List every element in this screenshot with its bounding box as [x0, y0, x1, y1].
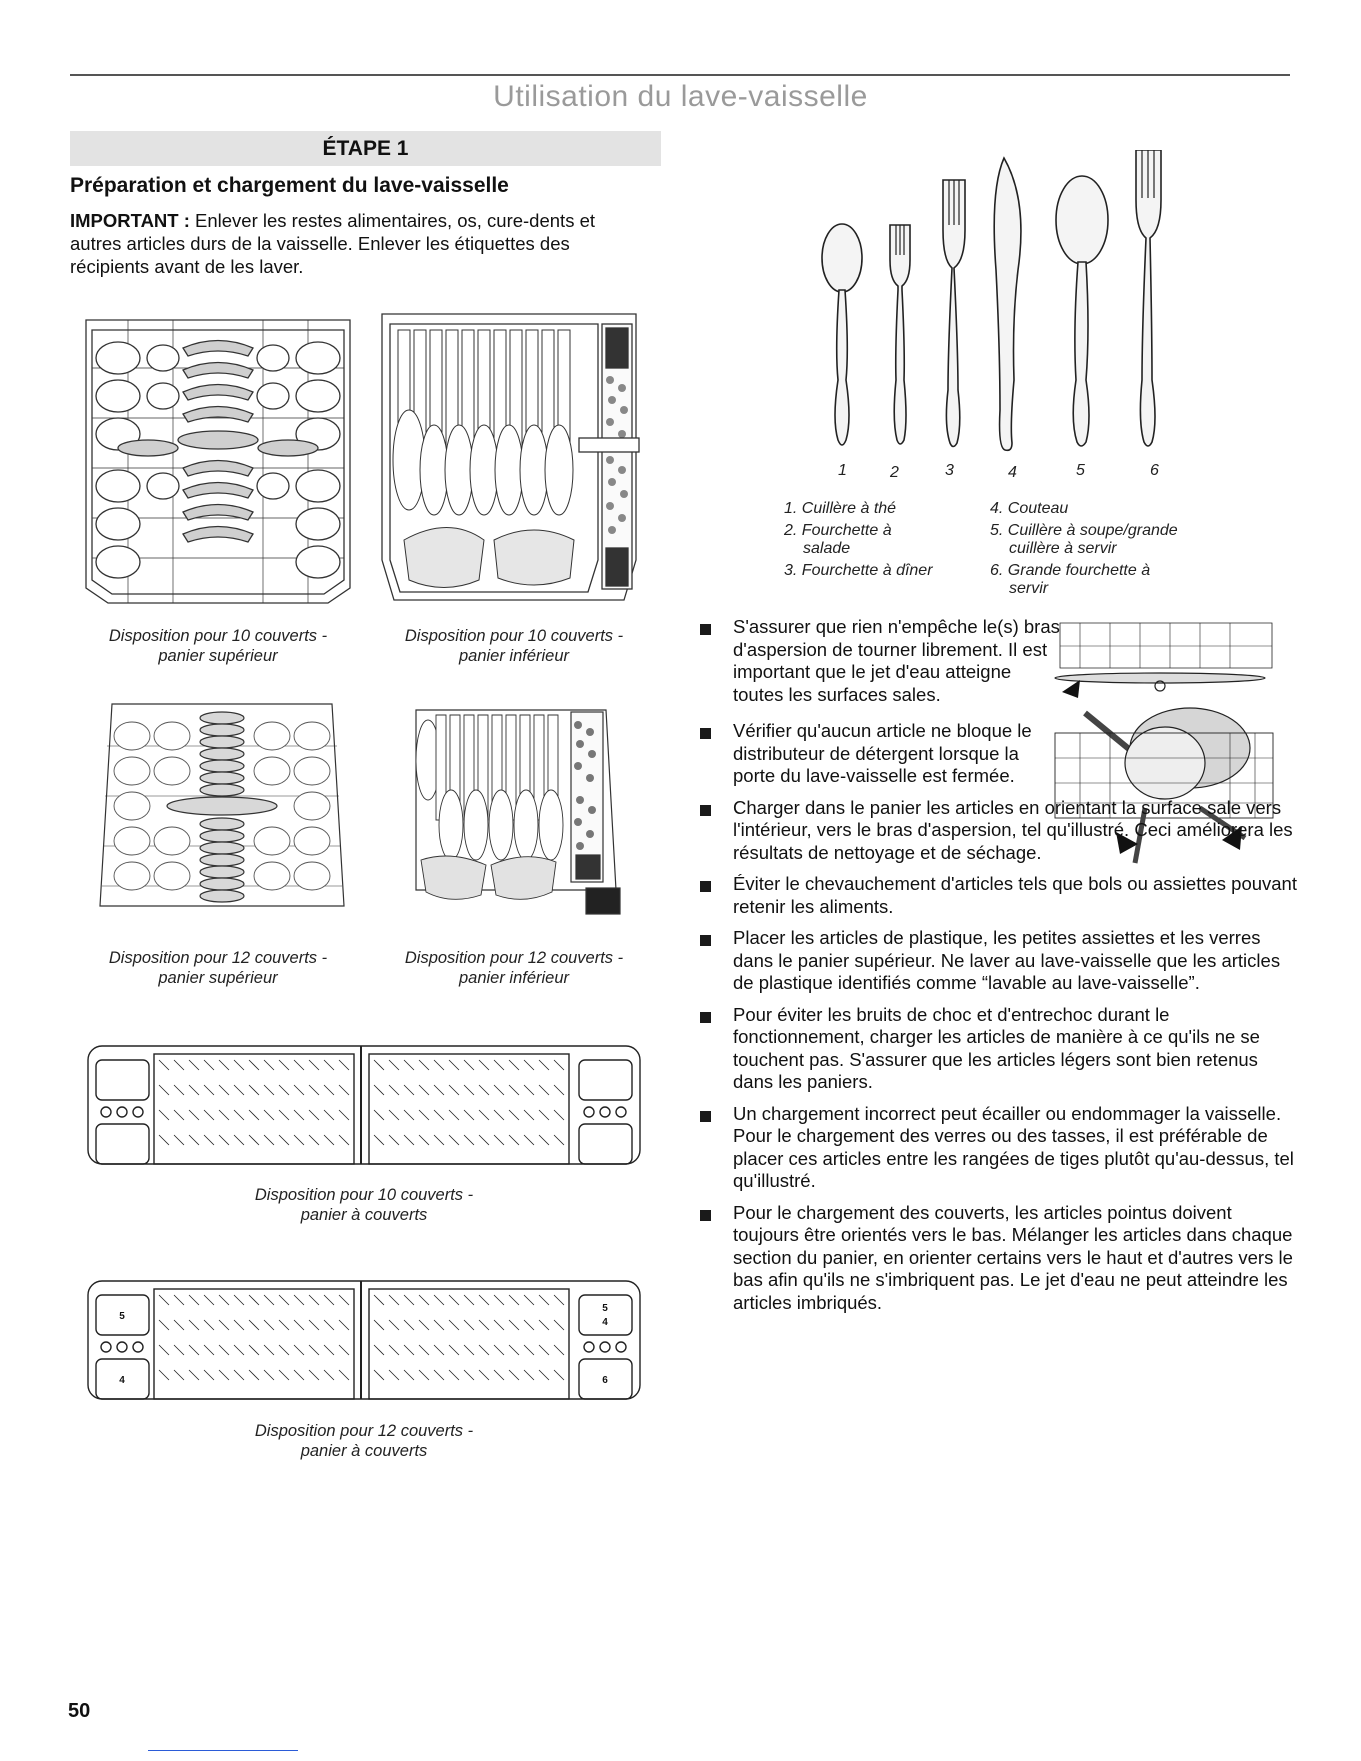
caption-line: panier à couverts [300, 1206, 428, 1224]
rack-10-lower-illustration [374, 310, 644, 610]
bullet-square-icon [700, 624, 711, 635]
caption-line: panier à couverts [300, 1442, 428, 1460]
list-item [698, 1103, 1298, 1193]
footer-link-line [148, 1750, 298, 1751]
bullet-square-icon [700, 1012, 711, 1023]
caption-rack-10-lower [374, 626, 654, 666]
cutlery-number: 3 [945, 462, 954, 479]
cutlery-number: 4 [1008, 464, 1017, 481]
basket-label: 5 [602, 1303, 608, 1314]
cutlery-legend-right [990, 500, 1220, 602]
caption-rack-12-lower [374, 948, 654, 988]
list-item [698, 616, 1063, 706]
bullet-square-icon [700, 1210, 711, 1221]
cutlery-number: 6 [1150, 462, 1159, 479]
caption-line: Disposition pour 12 couverts - [404, 949, 624, 967]
caption-basket-10 [214, 1185, 514, 1225]
bullet-square-icon [700, 728, 711, 739]
legend-item [784, 522, 974, 558]
important-note [70, 209, 640, 278]
list-item-text: S'assurer que rien n'empêche le(s) bras d'aspersion de tourner librement. Il est important que le jet d'eau atteigne toutes les surfaces sales. [733, 616, 1060, 705]
step-label: ÉTAPE 1 [70, 131, 661, 166]
bullet-square-icon [700, 881, 711, 892]
list-item-text: Charger dans le panier les articles en orientant la surface sale vers l'intérieur, vers le bras d'aspersion, tel qu'illustré. Ceci améliorera les résultats de nettoyage et de séchage. [733, 796, 1293, 863]
list-item-text: Vérifier qu'aucun article ne bloque le distributeur de détergent lorsque la porte du lave-vaisselle est fermée. [733, 720, 1032, 786]
list-item-text: Éviter le chevauchement d'articles tels que bols ou assiettes pouvant retenir les aliments. [733, 873, 1297, 917]
rack-12-lower-illustration [406, 700, 626, 925]
basket-label: 5 [119, 1311, 125, 1322]
legend-item: 1. Cuillère à thé [784, 500, 897, 517]
rack-10-upper-illustration [78, 308, 358, 608]
basket-12-illustration [84, 1275, 644, 1405]
cutlery-numbers [820, 462, 1200, 484]
list-item [698, 873, 1298, 918]
basket-label: 4 [119, 1375, 125, 1386]
cutlery-number: 5 [1076, 462, 1085, 479]
bullet-square-icon [700, 1111, 711, 1122]
cutlery-illustration [780, 150, 1200, 480]
legend-item: 3. Fourchette à dîner [784, 562, 933, 579]
caption-rack-12-upper [78, 948, 358, 988]
important-text: Enlever les restes alimentaires, os, cure-dents et autres articles durs de la vaisselle. Enlever les étiquettes des récipients avant de les laver. [70, 210, 596, 277]
caption-line: Disposition pour 12 couverts - [254, 1422, 474, 1440]
list-item [698, 927, 1298, 995]
basket-label: 4 [602, 1317, 608, 1328]
caption-line: panier inférieur [458, 647, 570, 665]
bullet-square-icon [700, 805, 711, 816]
legend-text: 5. Cuillère à soupe/grande [990, 522, 1178, 539]
page-number: 50 [68, 1700, 91, 1722]
basket-label: 6 [602, 1375, 608, 1386]
list-item [698, 1004, 1298, 1094]
caption-line: panier supérieur [158, 647, 278, 665]
legend-item [990, 522, 1220, 558]
legend-item: 4. Couteau [990, 500, 1069, 517]
legend-text: cuillère à servir [1009, 540, 1117, 557]
caption-line: panier supérieur [158, 969, 278, 987]
list-item [698, 720, 1063, 788]
section-heading: Préparation et chargement du lave-vaisselle [70, 174, 509, 197]
caption-line: Disposition pour 10 couverts - [108, 627, 328, 645]
caption-basket-12 [214, 1421, 514, 1461]
list-item-text: Pour éviter les bruits de choc et d'entrechoc durant le fonctionnement, charger les articles de manière à ce qu'ils ne se touchent pas. S'assurer que les articles légers sont bien retenus dans les paniers. [733, 1003, 1260, 1092]
caption-line: Disposition pour 12 couverts - [108, 949, 328, 967]
list-item-text: Placer les articles de plastique, les petites assiettes et les verres dans le panier supérieur. Ne laver au lave-vaisselle que les articles de plastique identifiés comme “lavable au lave-vaisselle”. [733, 927, 1281, 993]
header-rule [70, 74, 1290, 76]
rack-12-upper-illustration [92, 696, 352, 921]
important-label: IMPORTANT : [70, 210, 190, 231]
bullet-square-icon [700, 935, 711, 946]
legend-text: 2. Fourchette à [784, 522, 892, 539]
caption-line: Disposition pour 10 couverts - [404, 627, 624, 645]
caption-line: panier inférieur [458, 969, 570, 987]
legend-text: salade [803, 540, 851, 557]
cutlery-legend-left [784, 500, 974, 584]
cutlery-number: 1 [838, 462, 847, 479]
basket-10-illustration [84, 1040, 644, 1170]
list-item [698, 797, 1298, 865]
list-item-text: Pour le chargement des couverts, les articles pointus doivent toujours être orientés vers le bas. Mélanger les articles dans chaque section du panier, en orienter certains vers le haut et d'autres vers le bas afin qu'ils ne s'imbriquent pas. Le jet d'eau ne peut atteindre les articles imbriqués. [733, 1201, 1293, 1313]
cutlery-number: 2 [890, 464, 899, 481]
list-item-text: Un chargement incorrect peut écailler ou endommager la vaisselle. Pour le chargement des verres ou des tasses, il est préférable de placer ces articles entre les rangées de tiges plutôt qu'au-dessus, tel qu'illustré. [733, 1102, 1294, 1191]
legend-text: servir [1009, 580, 1049, 597]
list-item [698, 1202, 1298, 1315]
legend-item [990, 562, 1220, 598]
caption-line: Disposition pour 10 couverts - [254, 1186, 474, 1204]
caption-rack-10-upper [78, 626, 358, 666]
legend-text: 6. Grande fourchette à [990, 562, 1151, 579]
instruction-list [698, 616, 1298, 1323]
page-title: Utilisation du lave-vaisselle [493, 80, 868, 113]
